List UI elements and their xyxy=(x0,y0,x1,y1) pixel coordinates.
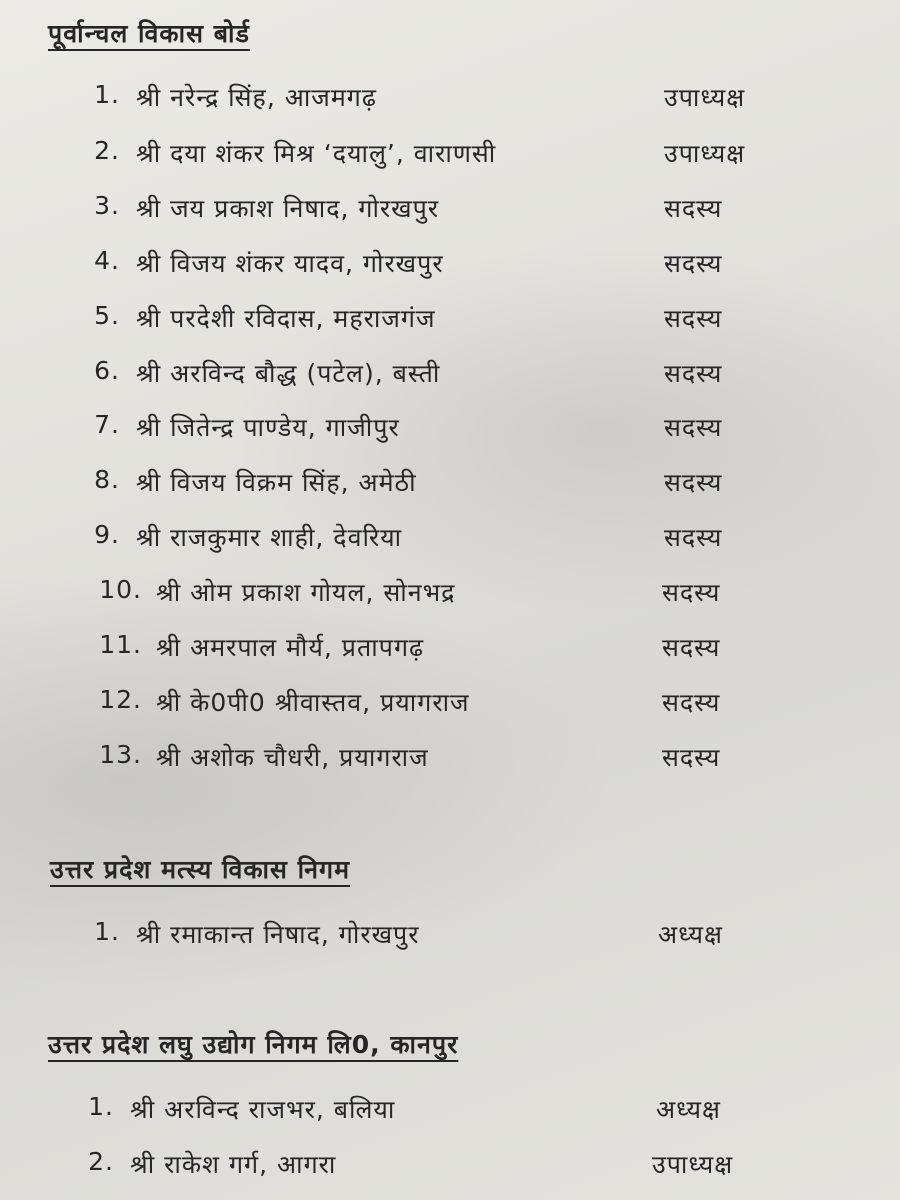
member-name: श्री अमरपाल मौर्य, प्रतापगढ़ xyxy=(156,633,425,662)
item-number: 3. xyxy=(94,191,120,220)
list-item xyxy=(0,1092,900,1136)
section-heading-purvanchal-vikas-board: पूर्वान्चल विकास बोर्ड xyxy=(48,19,250,48)
member-role: उपाध्यक्ष xyxy=(664,83,746,112)
list-item xyxy=(0,301,900,345)
member-role: सदस्य xyxy=(664,523,723,552)
member-name: श्री विजय शंकर यादव, गोरखपुर xyxy=(136,249,444,278)
item-number: 10. xyxy=(99,575,142,604)
list-item xyxy=(0,410,900,454)
member-name: श्री परदेशी रविदास, महराजगंज xyxy=(136,304,436,333)
member-name: श्री के0पी0 श्रीवास्तव, प्रयागराज xyxy=(156,688,470,717)
list-item xyxy=(0,740,900,784)
member-role: उपाध्यक्ष xyxy=(664,139,746,168)
member-role: अध्यक्ष xyxy=(656,1095,721,1124)
member-name: श्री जितेन्द्र पाण्डेय, गाजीपुर xyxy=(136,413,400,442)
item-number: 13. xyxy=(99,740,142,769)
list-item xyxy=(0,630,900,674)
member-name: श्री जय प्रकाश निषाद, गोरखपुर xyxy=(136,194,440,223)
item-number: 1. xyxy=(88,1092,114,1121)
member-role: सदस्य xyxy=(664,359,723,388)
item-number: 4. xyxy=(94,246,120,275)
member-role: उपाध्यक्ष xyxy=(652,1150,734,1179)
item-number: 8. xyxy=(94,465,120,494)
member-name: श्री ओम प्रकाश गोयल, सोनभद्र xyxy=(156,578,456,607)
item-number: 1. xyxy=(94,80,120,109)
list-item xyxy=(0,80,900,124)
list-item xyxy=(0,685,900,729)
section-heading-matsya-vikas-nigam: उत्तर प्रदेश मत्स्य विकास निगम xyxy=(50,855,351,884)
item-number: 2. xyxy=(94,136,120,165)
list-item xyxy=(0,356,900,400)
item-number: 1. xyxy=(94,917,120,946)
list-item xyxy=(0,246,900,290)
member-role: सदस्य xyxy=(664,194,723,223)
member-name: श्री दया शंकर मिश्र ‘दयालु’, वाराणसी xyxy=(136,139,497,168)
item-number: 2. xyxy=(88,1147,114,1176)
item-number: 12. xyxy=(99,685,142,714)
member-role: सदस्य xyxy=(662,578,721,607)
member-role: सदस्य xyxy=(664,249,723,278)
item-number: 5. xyxy=(94,301,120,330)
section-heading-laghu-udyog-nigam: उत्तर प्रदेश लघु उद्योग निगम लि0, कानपुर xyxy=(48,1030,459,1059)
list-item xyxy=(0,191,900,235)
list-item xyxy=(0,1147,900,1191)
member-role: अध्यक्ष xyxy=(658,920,723,949)
member-name: श्री अरविन्द राजभर, बलिया xyxy=(130,1095,396,1124)
list-item xyxy=(0,465,900,509)
member-name: श्री विजय विक्रम सिंह, अमेठी xyxy=(136,468,417,497)
list-item xyxy=(0,136,900,180)
member-name: श्री अरविन्द बौद्ध (पटेल), बस्ती xyxy=(136,359,441,388)
list-item xyxy=(0,917,900,961)
member-role: सदस्य xyxy=(664,304,723,333)
member-name: श्री राजकुमार शाही, देवरिया xyxy=(136,523,403,552)
member-role: सदस्य xyxy=(664,468,723,497)
member-name: श्री अशोक चौधरी, प्रयागराज xyxy=(156,743,429,772)
member-name: श्री नरेन्द्र सिंह, आजमगढ़ xyxy=(136,83,377,112)
member-name: श्री रमाकान्त निषाद, गोरखपुर xyxy=(136,920,420,949)
member-name: श्री राकेश गर्ग, आगरा xyxy=(130,1150,337,1179)
member-role: सदस्य xyxy=(664,413,723,442)
member-role: सदस्य xyxy=(662,743,721,772)
list-item xyxy=(0,520,900,564)
item-number: 7. xyxy=(94,410,120,439)
item-number: 9. xyxy=(94,520,120,549)
list-item xyxy=(0,575,900,619)
item-number: 11. xyxy=(99,630,142,659)
item-number: 6. xyxy=(94,356,120,385)
member-role: सदस्य xyxy=(662,688,721,717)
member-role: सदस्य xyxy=(662,633,721,662)
